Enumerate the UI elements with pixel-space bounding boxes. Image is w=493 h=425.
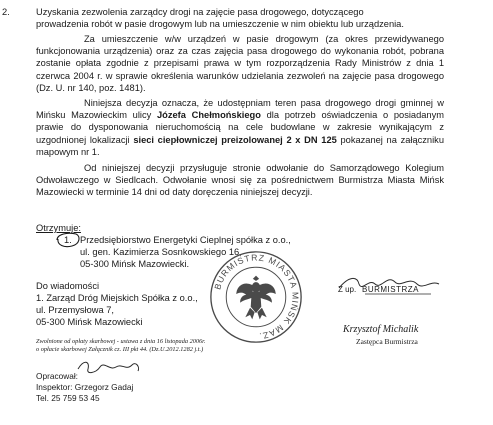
cc-1-line-2: ul. Przemysłowa 7, — [36, 305, 115, 315]
recipient-1-line-3: 05-300 Mińsk Mazowiecki. — [80, 259, 190, 269]
recipients-heading: Otrzymuje: — [36, 223, 81, 233]
fee-note-line-1: Zwolnione od opłaty skarbowej - ustawa z dnia 16 listopada 2006r. — [36, 338, 206, 345]
prepared-inspector: Inspektor: Grzegorz Gadaj — [36, 382, 134, 392]
item-2-line-1: Uzyskania zezwolenia zarządcy drogi na zajęcie pasa drogowego, dotyczącego — [36, 7, 364, 17]
signature-prefix: Z up. — [338, 285, 357, 294]
handwritten-signature-preparer — [74, 355, 144, 381]
stamp-ring-text: BURMISTRZ MIASTA MIŃSK MAZ. — [212, 252, 301, 342]
signature-title: Zastępca Burmistrza — [356, 337, 418, 346]
item-2-line-2: prowadzenia robót w pasie drogowym lub na umieszczenie w nim obiektu lub urządzenia. — [36, 19, 404, 29]
decision-text-a: Niniejsza decyzja oznacza, że udostępniam teren pasa drogowego drogi gminnej w Mińsku Mazowieckim ulicy — [36, 98, 444, 121]
decision-text-b: dla potrzeb oświadczenia o posiadanym prawie do dysponowania nieruchomością na cele budowlane w zakresie wynikającym z uzgodnionej lokalizacji — [36, 110, 444, 145]
prepared-phone: Tel. 25 759 53 45 — [36, 393, 100, 403]
paragraph-decision — [36, 97, 444, 158]
fee-note-line-2: o opłacie skarbowej Załącznik cz. III pkt 44. (Dz.U.2012.1282 j.t.) — [36, 346, 204, 353]
official-stamp-seal — [208, 249, 304, 345]
decision-text-c: pokazanej na załączniku mapowym nr 1. — [36, 134, 444, 157]
signature-name: Krzysztof Michalik — [343, 324, 419, 335]
paragraph-appeal: Od niniejszej decyzji przysługuje stronie odwołanie do Samorządowego Kolegium Odwoławczego w Siedlcach. Odwołanie wnosi się za pośrednictwem Burmistrza Miasta Mińsk Mazowiecki w terminie 14 dni od daty doręczenia niniejszej decyzji. — [36, 163, 444, 198]
paragraph-fee: Za umieszczenie w/w urządzeń w pasie drogowym (za okres przewidywanego funkcjonowania urządzenia) oraz za czas zajęcia pasa drogowego do wykonania robót, pobrana zostanie opłata zgodnie z przepisami prawa w tym rozporządzenia Rady Ministrów z dnia 1 czerwca 2004 r. w sprawie określenia warunków udzielania zezwoleń na zajęcie pasa drogowego (Dz. U. nr 140, poz. 1481). — [36, 34, 444, 93]
recipient-1-line-1: Przedsiębiorstwo Energetyki Cieplnej spółka z o.o., — [80, 235, 291, 245]
item-2-number: 2. — [2, 7, 10, 17]
handwritten-signature-top — [335, 270, 445, 300]
signature-role: BURMISTRZA — [362, 285, 419, 294]
decision-street: Józefa Chełmońskiego — [157, 110, 261, 121]
cc-heading: Do wiadomości — [36, 281, 100, 291]
decision-network: sieci ciepłowniczej preizolowanej 2 x DN 125 — [133, 134, 337, 145]
cc-1-line-1: 1. Zarząd Dróg Miejskich Spółka z o.o., — [36, 293, 198, 303]
cc-1-line-3: 05-300 Mińsk Mazowiecki — [36, 317, 143, 327]
recipient-1-line-2: ul. gen. Kazimierza Sosnkowskiego 16, — [80, 247, 242, 257]
recipient-1-number: 1. — [64, 235, 72, 245]
prepared-label: Opracował: — [36, 371, 78, 381]
eagle-emblem-icon — [237, 276, 275, 318]
